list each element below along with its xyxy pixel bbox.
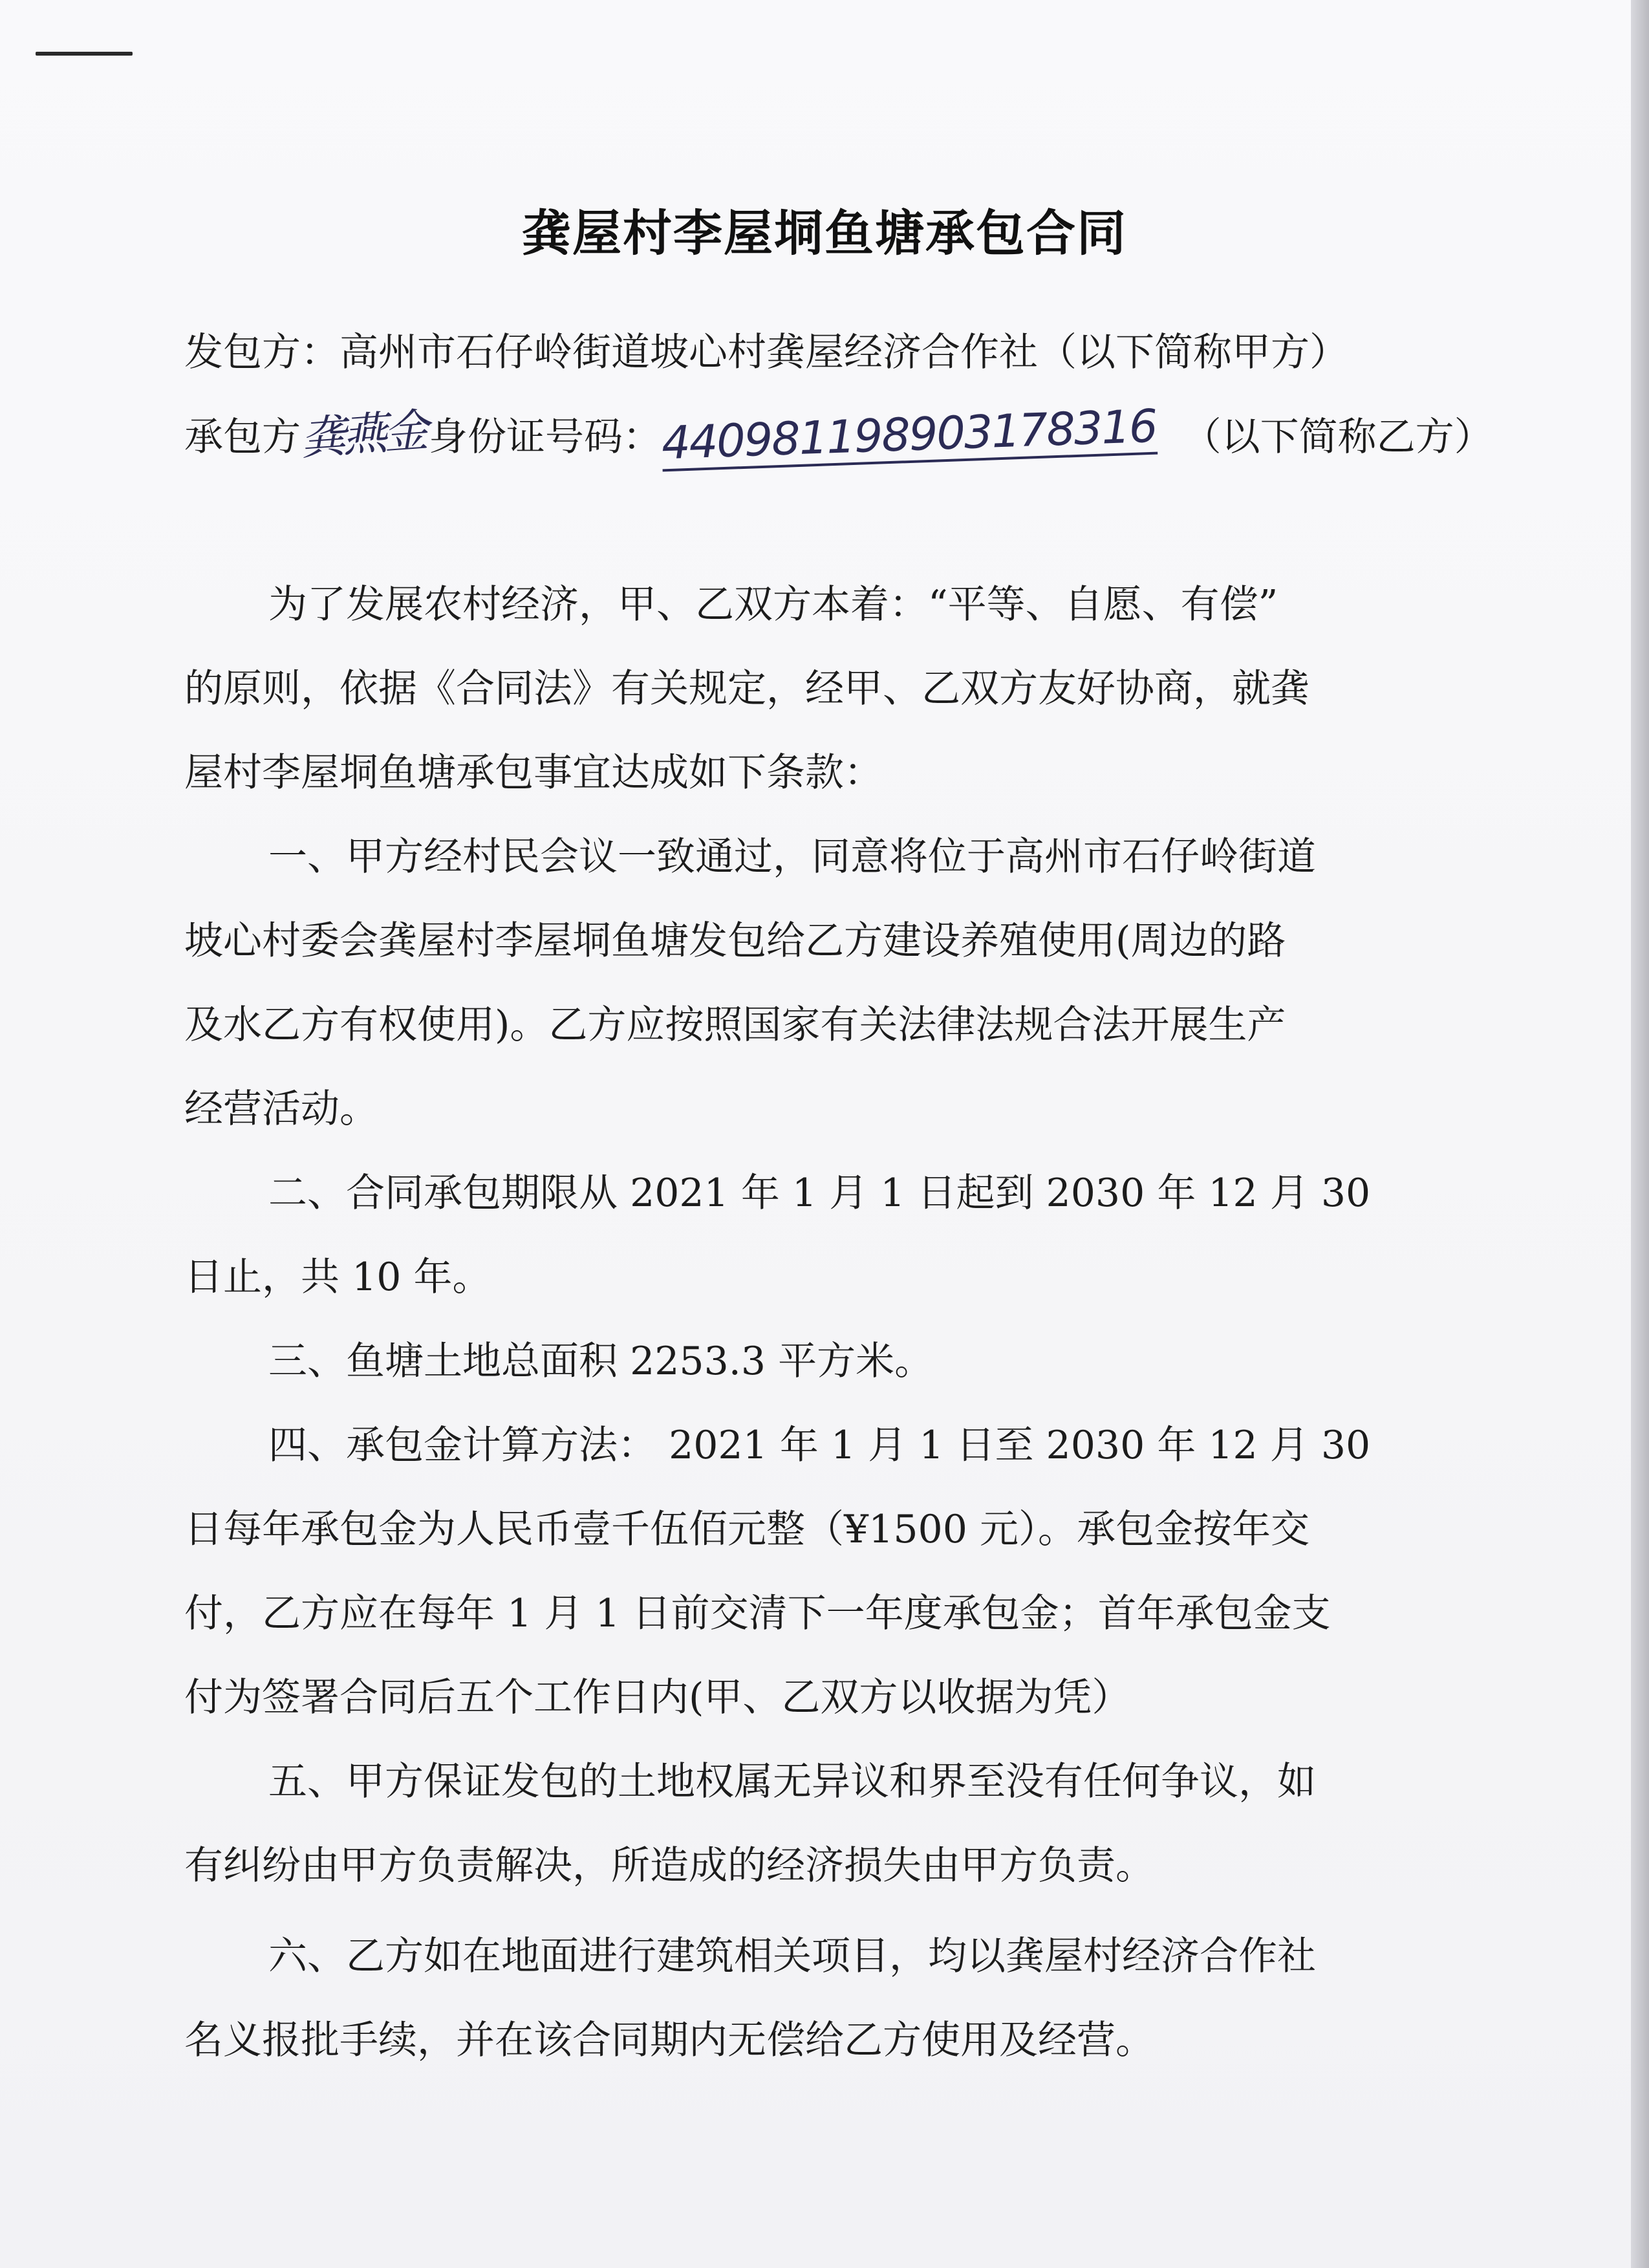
- body-line: 及水乙方有权使用)。乙方应按照国家有关法律法规合法开展生产: [184, 1002, 1286, 1048]
- id-number-handwritten: 440981198903178316: [661, 400, 1158, 472]
- body-line: 三、鱼塘土地总面积 2253.3 平方米。: [268, 1339, 934, 1384]
- body-line: 的原则，依据《合同法》有关规定，经甲、乙双方友好协商，就龚: [184, 666, 1310, 711]
- party-b-signature: 龚燕金: [299, 404, 427, 466]
- page-edge-shadow: [1631, 0, 1649, 2268]
- scan-mark: [36, 52, 133, 56]
- body-line: 四、承包金计算方法： 2021 年 1 月 1 日至 2030 年 12 月 30: [268, 1423, 1371, 1468]
- body-line: 日每年承包金为人民币壹千伍佰元整（¥1500 元）。承包金按年交: [184, 1507, 1310, 1552]
- body-line: 付，乙方应在每年 1 月 1 日前交清下一年度承包金；首年承包金支: [184, 1591, 1331, 1636]
- body-line: 有纠纷由甲方负责解决，所造成的经济损失由甲方负责。: [184, 1843, 1154, 1888]
- body-line: 经营活动。: [184, 1086, 378, 1132]
- body-line: 五、甲方保证发包的土地权属无异议和界至没有任何争议，如: [268, 1759, 1316, 1804]
- body-line: 坡心村委会龚屋村李屋垌鱼塘发包给乙方建设养殖使用(周边的路: [184, 918, 1286, 964]
- body-line: 名义报批手续，并在该合同期内无偿给乙方使用及经营。: [184, 2018, 1154, 2063]
- party-b-line: [184, 399, 1493, 470]
- party-a-line: [184, 327, 1426, 378]
- party-a-label: 发包方：: [184, 330, 339, 375]
- body-line: 一、甲方经村民会议一致通过，同意将位于高州市石仔岭街道: [268, 834, 1316, 880]
- id-label: 身份证号码：: [429, 415, 662, 460]
- body-line: 二、合同承包期限从 2021 年 1 月 1 日起到 2030 年 12 月 30: [268, 1171, 1371, 1216]
- party-a-text: 高州市石仔岭街道坡心村龚屋经济合作社（以下简称甲方）: [339, 330, 1348, 375]
- body-line: 六、乙方如在地面进行建筑相关项目，均以龚屋村经济合作社: [268, 1934, 1316, 1979]
- body-line: 屋村李屋垌鱼塘承包事宜达成如下条款：: [184, 750, 883, 795]
- body-line: 付为签署合同后五个工作日内(甲、乙双方以收据为凭）: [184, 1675, 1131, 1720]
- body-line: 为了发展农村经济，甲、乙双方本着：“平等、自愿、有偿”: [268, 582, 1278, 627]
- document-title: 龚屋村李屋垌鱼塘承包合同: [522, 204, 1127, 262]
- party-b-suffix: （以下简称乙方）: [1182, 415, 1493, 460]
- party-b-label: 承包方: [184, 415, 301, 460]
- body-line: 日止，共 10 年。: [184, 1255, 491, 1300]
